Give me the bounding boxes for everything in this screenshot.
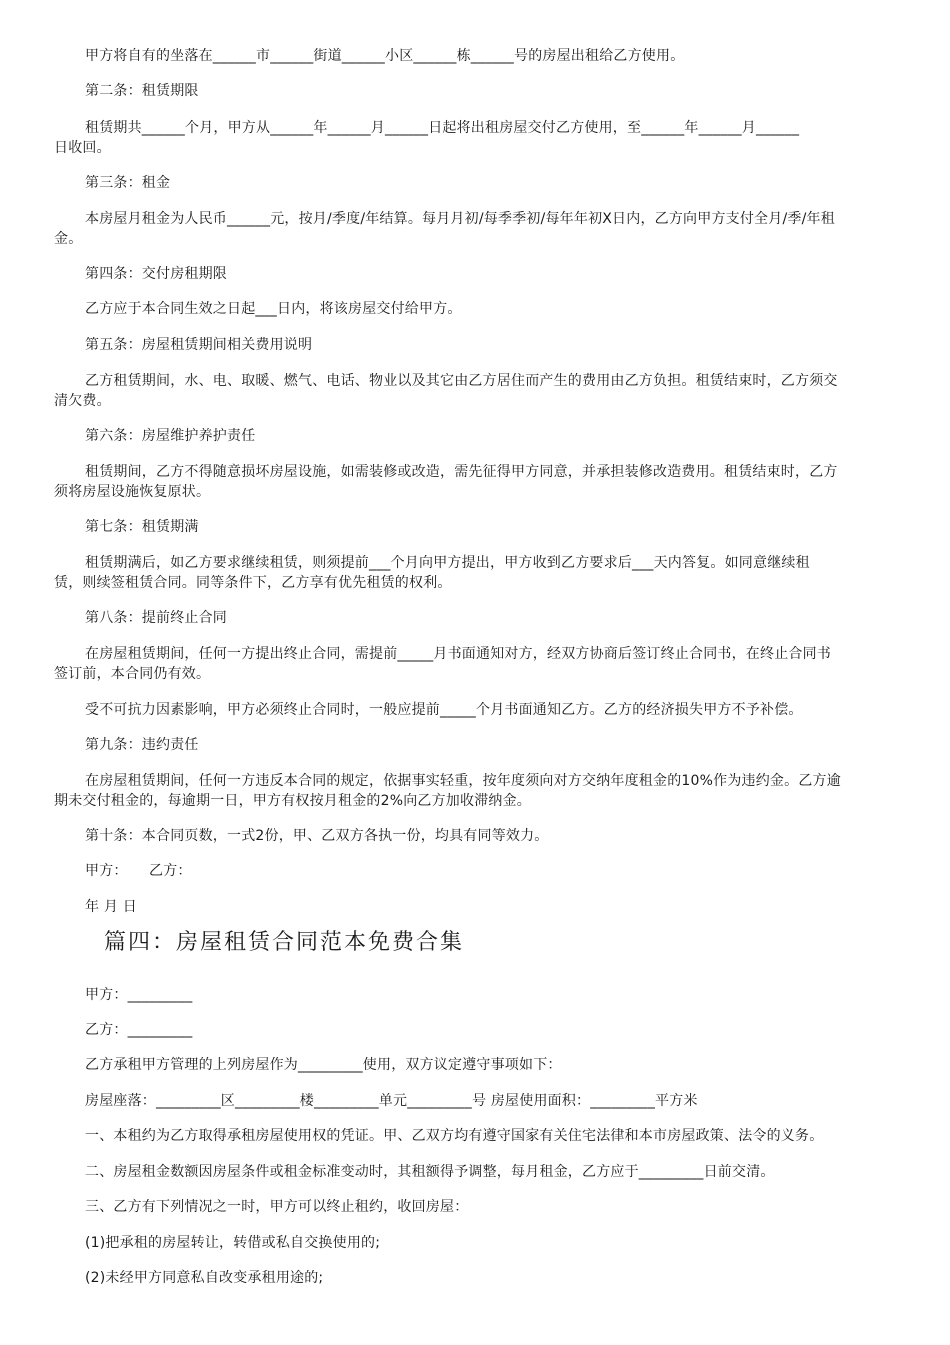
text-line: 本房屋月租金为人民币______元，按月/季度/年结算。每月月初/每季季初/每年年初X日内，乙方向甲方支付全月/季/年租 bbox=[85, 211, 835, 227]
text-line: 乙方应于本合同生效之日起___日内，将该房屋交付给甲方。 bbox=[85, 301, 462, 317]
text-line: 租赁期间，乙方不得随意损坏房屋设施，如需装修或改造，需先征得甲方同意，并承担装修改造费用。租赁结束时，乙方 bbox=[85, 464, 838, 480]
text-line: 一、本租约为乙方取得承租房屋使用权的凭证。甲、乙双方均有遵守国家有关住宅法律和本市房屋政策、法令的义务。 bbox=[85, 1128, 824, 1144]
text-line: 二、房屋租金数额因房屋条件或租金标准变动时，其租额得予调整，每月租金，乙方应于_________日前交清。 bbox=[85, 1164, 775, 1180]
text-line: 在房屋租赁期间，任何一方违反本合同的规定，依据事实轻重，按年度须向对方交纳年度租金的10%作为违约金。乙方逾 bbox=[85, 773, 841, 789]
party-a-line: 甲方：_________ bbox=[85, 987, 193, 1003]
clause-title: 第六条：房屋维护养护责任 bbox=[85, 428, 256, 444]
list-item: (2)未经甲方同意私自改变承租用途的; bbox=[85, 1270, 324, 1286]
text-line: 金。 bbox=[54, 231, 83, 247]
text-line: 赁，则续签租赁合同。同等条件下，乙方享有优先租赁的权利。 bbox=[54, 575, 452, 591]
text-line: 在房屋租赁期间，任何一方提出终止合同，需提前_____月书面通知对方，经双方协商后签订终止合同书，在终止合同书 bbox=[85, 646, 831, 662]
clause-title: 第三条：租金 bbox=[85, 175, 171, 191]
clause-title: 第七条：租赁期满 bbox=[85, 519, 199, 535]
date-line: 年 月 日 bbox=[85, 899, 137, 915]
text-line: 清欠费。 bbox=[54, 393, 111, 409]
text-line: 三、乙方有下列情况之一时，甲方可以终止租约，收回房屋： bbox=[85, 1199, 469, 1215]
text-line: 租赁期共______个月，甲方从______年______月______日起将出租房屋交付乙方使用，至______年______月______ bbox=[85, 120, 800, 136]
text-line: 甲方将自有的坐落在______市______街道______小区______栋______号的房屋出租给乙方使用。 bbox=[85, 48, 685, 64]
list-item: (1)把承租的房屋转让，转借或私自交换使用的; bbox=[85, 1235, 381, 1251]
signature-line: 甲方： 乙方： bbox=[85, 863, 192, 879]
text-line: 第十条：本合同页数，一式2份，甲、乙双方各执一份，均具有同等效力。 bbox=[85, 828, 549, 844]
text-line: 受不可抗力因素影响，甲方必须终止合同时，一般应提前_____个月书面通知乙方。乙方的经济损失甲方不予补偿。 bbox=[85, 702, 803, 718]
party-b-line: 乙方：_________ bbox=[85, 1022, 193, 1038]
clause-title: 第九条：违约责任 bbox=[85, 737, 199, 753]
clause-title: 第四条：交付房租期限 bbox=[85, 266, 227, 282]
clause-title: 第五条：房屋租赁期间相关费用说明 bbox=[85, 337, 313, 353]
text-line: 乙方租赁期间，水、电、取暖、燃气、电话、物业以及其它由乙方居住而产生的费用由乙方负担。租赁结束时，乙方须交 bbox=[85, 373, 838, 389]
text-line: 日收回。 bbox=[54, 140, 111, 156]
text-line: 房屋座落：_________区_________楼_________单元_________号 房屋使用面积：_________平方米 bbox=[85, 1093, 698, 1109]
text-line: 租赁期满后，如乙方要求继续租赁，则须提前___个月向甲方提出，甲方收到乙方要求后___天内答复。如同意继续租 bbox=[85, 555, 810, 571]
section-heading: 篇四：房屋租赁合同范本免费合集 bbox=[104, 930, 465, 955]
text-line: 须将房屋设施恢复原状。 bbox=[54, 484, 211, 500]
clause-title: 第二条：租赁期限 bbox=[85, 83, 199, 99]
text-line: 签订前，本合同仍有效。 bbox=[54, 666, 211, 682]
text-line: 期未交付租金的，每逾期一日，甲方有权按月租金的2%向乙方加收滞纳金。 bbox=[54, 793, 532, 809]
clause-title: 第八条：提前终止合同 bbox=[85, 610, 227, 626]
text-line: 乙方承租甲方管理的上列房屋作为_________使用，双方议定遵守事项如下： bbox=[85, 1057, 562, 1073]
